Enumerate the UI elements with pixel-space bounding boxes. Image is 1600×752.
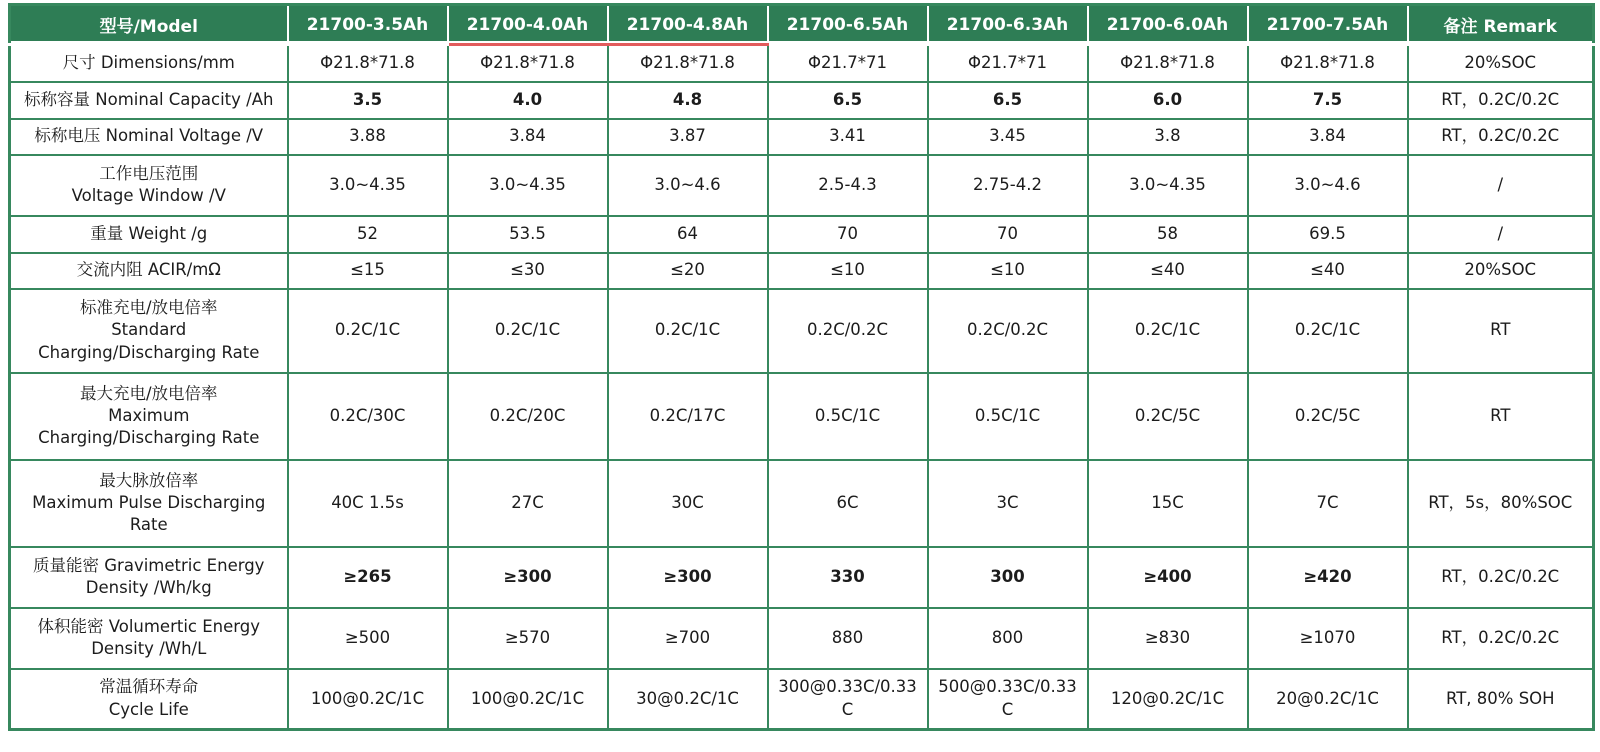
spec-value-cell: 0.2C/17C — [608, 373, 768, 460]
spec-value-cell: 0.2C/0.2C — [768, 289, 928, 373]
spec-value-cell: 30@0.2C/1C — [608, 669, 768, 730]
row-label-line: Voltage Window /V — [71, 186, 226, 205]
row-label-line: Maximum — [108, 405, 190, 425]
spec-value-cell: 4.0 — [448, 82, 608, 119]
spec-value-cell: 3.5 — [288, 82, 448, 119]
spec-value-cell: 0.2C/1C — [1088, 289, 1248, 373]
spec-value-cell: 7.5 — [1248, 82, 1408, 119]
row-label-line: 标准充电/放电倍率 — [79, 298, 218, 318]
spec-value-cell: 7C — [1248, 460, 1408, 547]
spec-value-cell: 69.5 — [1248, 216, 1408, 253]
spec-value-cell: 3.0~4.6 — [608, 155, 768, 216]
column-header-cell: 21700-6.3Ah — [928, 5, 1088, 45]
spec-value-cell: 3.45 — [928, 119, 1088, 155]
spec-value-cell: ≥420 — [1248, 547, 1408, 608]
table-row — [10, 82, 1594, 119]
spec-value-cell: 0.2C/1C — [608, 289, 768, 373]
row-label-line: 质量能密 Gravimetric Energy — [33, 555, 265, 575]
row-label — [10, 253, 288, 289]
spec-value-cell: Φ21.8*71.8 — [288, 45, 448, 82]
spec-value-cell: 6.5 — [928, 82, 1088, 119]
table-row — [10, 669, 1594, 730]
spec-value-cell: ≥265 — [288, 547, 448, 608]
row-label — [10, 289, 288, 373]
spec-value-cell: ≤10 — [768, 253, 928, 289]
spec-value-cell: 20@0.2C/1C — [1248, 669, 1408, 730]
row-label — [10, 460, 288, 547]
spec-value-cell: 2.5-4.3 — [768, 155, 928, 216]
row-label-line: 重量 Weight /g — [90, 223, 208, 243]
remark-header-cell: 备注 Remark — [1408, 5, 1594, 45]
spec-value-cell: ≥300 — [448, 547, 608, 608]
spec-value-cell: 0.2C/5C — [1248, 373, 1408, 460]
spec-value-cell: 0.2C/0.2C — [928, 289, 1088, 373]
row-label-line: 体积能密 Volumertic Energy — [37, 616, 261, 636]
spec-value-cell: 800 — [928, 608, 1088, 669]
spec-value-cell: 15C — [1088, 460, 1248, 547]
spec-value-cell: 0.5C/1C — [928, 373, 1088, 460]
table-row — [10, 45, 1594, 82]
spec-value-cell: ≥500 — [288, 608, 448, 669]
remark-cell: / — [1408, 155, 1594, 216]
spec-value-cell: ≤40 — [1088, 253, 1248, 289]
table-header-row — [10, 5, 1594, 45]
spec-value-cell: 100@0.2C/1C — [448, 669, 608, 730]
spec-value-cell: 3.0~4.35 — [1088, 155, 1248, 216]
remark-cell: / — [1408, 216, 1594, 253]
model-header-cell: 型号/Model — [10, 5, 288, 45]
spec-value-cell: ≤30 — [448, 253, 608, 289]
spec-value-cell: 120@0.2C/1C — [1088, 669, 1248, 730]
spec-value-cell: ≥1070 — [1248, 608, 1408, 669]
spec-value-cell: 30C — [608, 460, 768, 547]
spec-value-cell: 3.0~4.35 — [288, 155, 448, 216]
spec-value-cell: Φ21.8*71.8 — [448, 45, 608, 82]
table-row — [10, 547, 1594, 608]
row-label — [10, 373, 288, 460]
remark-cell: RT, 80% SOH — [1408, 669, 1594, 730]
row-label — [10, 669, 288, 730]
spec-value-cell: 3.41 — [768, 119, 928, 155]
spec-value-cell: 0.2C/30C — [288, 373, 448, 460]
table-row — [10, 373, 1594, 460]
spec-value-cell: Φ21.7*71 — [768, 45, 928, 82]
spec-value-cell: ≤20 — [608, 253, 768, 289]
remark-cell: RT，0.2C/0.2C — [1408, 119, 1594, 155]
row-label — [10, 216, 288, 253]
spec-value-cell: ≥300 — [608, 547, 768, 608]
column-header-cell: 21700-4.0Ah — [448, 5, 608, 45]
spec-value-cell: 0.5C/1C — [768, 373, 928, 460]
spec-value-cell: ≤40 — [1248, 253, 1408, 289]
remark-cell: RT — [1408, 373, 1594, 460]
table-row — [10, 216, 1594, 253]
row-label-line: 常温循环寿命 — [99, 677, 199, 697]
row-label-line: Rate — [129, 515, 168, 535]
spec-value-cell: 40C 1.5s — [288, 460, 448, 547]
spec-value-cell: 3.0~4.6 — [1248, 155, 1408, 216]
table-body — [10, 45, 1594, 730]
spec-value-cell: 2.75-4.2 — [928, 155, 1088, 216]
spec-value-cell: 70 — [928, 216, 1088, 253]
row-label-line: Charging/Discharging Rate — [38, 428, 260, 448]
row-label-line: 尺寸 Dimensions/mm — [62, 53, 235, 73]
remark-cell: 20%SOC — [1408, 45, 1594, 82]
row-label-line: Cycle Life — [108, 699, 189, 719]
table-row — [10, 460, 1594, 547]
table-row — [10, 608, 1594, 669]
spec-value-cell: 0.2C/1C — [1248, 289, 1408, 373]
spec-value-cell: 100@0.2C/1C — [288, 669, 448, 730]
header-row — [10, 5, 1594, 45]
spec-value-cell: Φ21.8*71.8 — [1248, 45, 1408, 82]
remark-cell: RT，5s，80%SOC — [1408, 460, 1594, 547]
spec-value-cell: 500@0.33C/0.33C — [928, 669, 1088, 730]
row-label-line: 标称容量 Nominal Capacity /Ah — [24, 89, 274, 109]
table-row — [10, 289, 1594, 373]
spec-value-cell: 3.84 — [1248, 119, 1408, 155]
column-header-cell: 21700-6.0Ah — [1088, 5, 1248, 45]
spec-value-cell: 70 — [768, 216, 928, 253]
spec-value-cell: ≥570 — [448, 608, 608, 669]
spec-value-cell: 0.2C/20C — [448, 373, 608, 460]
table-row — [10, 253, 1594, 289]
column-header-cell: 21700-4.8Ah — [608, 5, 768, 45]
row-label-line: Maximum Pulse Discharging — [32, 492, 266, 512]
spec-value-cell: 330 — [768, 547, 928, 608]
spec-value-cell: 6.0 — [1088, 82, 1248, 119]
remark-cell: RT，0.2C/0.2C — [1408, 608, 1594, 669]
row-label-line: 交流内阻 ACIR/mΩ — [76, 260, 221, 280]
spec-value-cell: 0.2C/1C — [448, 289, 608, 373]
spec-value-cell: 3.88 — [288, 119, 448, 155]
remark-cell: RT — [1408, 289, 1594, 373]
table-row — [10, 119, 1594, 155]
spec-value-cell: 27C — [448, 460, 608, 547]
battery-spec-table — [8, 3, 1595, 731]
remark-cell: 20%SOC — [1408, 253, 1594, 289]
spec-value-cell: ≥700 — [608, 608, 768, 669]
row-label — [10, 155, 288, 216]
spec-value-cell: Φ21.8*71.8 — [608, 45, 768, 82]
spec-value-cell: 52 — [288, 216, 448, 253]
column-header-cell: 21700-3.5Ah — [288, 5, 448, 45]
spec-value-cell: 6C — [768, 460, 928, 547]
spec-value-cell: ≤10 — [928, 253, 1088, 289]
column-header-cell: 21700-6.5Ah — [768, 5, 928, 45]
spec-value-cell: 3C — [928, 460, 1088, 547]
spec-value-cell: 6.5 — [768, 82, 928, 119]
row-label — [10, 547, 288, 608]
spec-value-cell: 58 — [1088, 216, 1248, 253]
spec-value-cell: 0.2C/5C — [1088, 373, 1248, 460]
spec-value-cell: 3.87 — [608, 119, 768, 155]
row-label — [10, 119, 288, 155]
spec-value-cell: ≥830 — [1088, 608, 1248, 669]
column-header-cell: 21700-7.5Ah — [1248, 5, 1408, 45]
row-label — [10, 608, 288, 669]
remark-cell: RT，0.2C/0.2C — [1408, 82, 1594, 119]
row-label-line: 最大充电/放电倍率 — [79, 383, 218, 403]
remark-cell: RT，0.2C/0.2C — [1408, 547, 1594, 608]
row-label-line: Standard — [111, 320, 187, 340]
spec-value-cell: 300@0.33C/0.33C — [768, 669, 928, 730]
spec-value-cell: ≥400 — [1088, 547, 1248, 608]
spec-value-cell: Φ21.7*71 — [928, 45, 1088, 82]
spec-value-cell: 880 — [768, 608, 928, 669]
table-row — [10, 155, 1594, 216]
spec-value-cell: 3.8 — [1088, 119, 1248, 155]
row-label-line: 标称电压 Nominal Voltage /V — [34, 126, 264, 146]
row-label-line: Density /Wh/kg — [85, 578, 212, 597]
spec-value-cell: 4.8 — [608, 82, 768, 119]
spec-value-cell: 0.2C/1C — [288, 289, 448, 373]
spec-value-cell: 3.84 — [448, 119, 608, 155]
row-label-line: 工作电压范围 — [99, 163, 199, 183]
spec-value-cell: 53.5 — [448, 216, 608, 253]
spec-value-cell: Φ21.8*71.8 — [1088, 45, 1248, 82]
row-label-line: Density /Wh/L — [91, 639, 207, 658]
spec-value-cell: 64 — [608, 216, 768, 253]
row-label — [10, 45, 288, 82]
row-label-line: Charging/Discharging Rate — [38, 342, 260, 362]
row-label — [10, 82, 288, 119]
spec-value-cell: ≤15 — [288, 253, 448, 289]
row-label-line: 最大脉放倍率 — [99, 470, 199, 490]
spec-value-cell: 3.0~4.35 — [448, 155, 608, 216]
spec-value-cell: 300 — [928, 547, 1088, 608]
